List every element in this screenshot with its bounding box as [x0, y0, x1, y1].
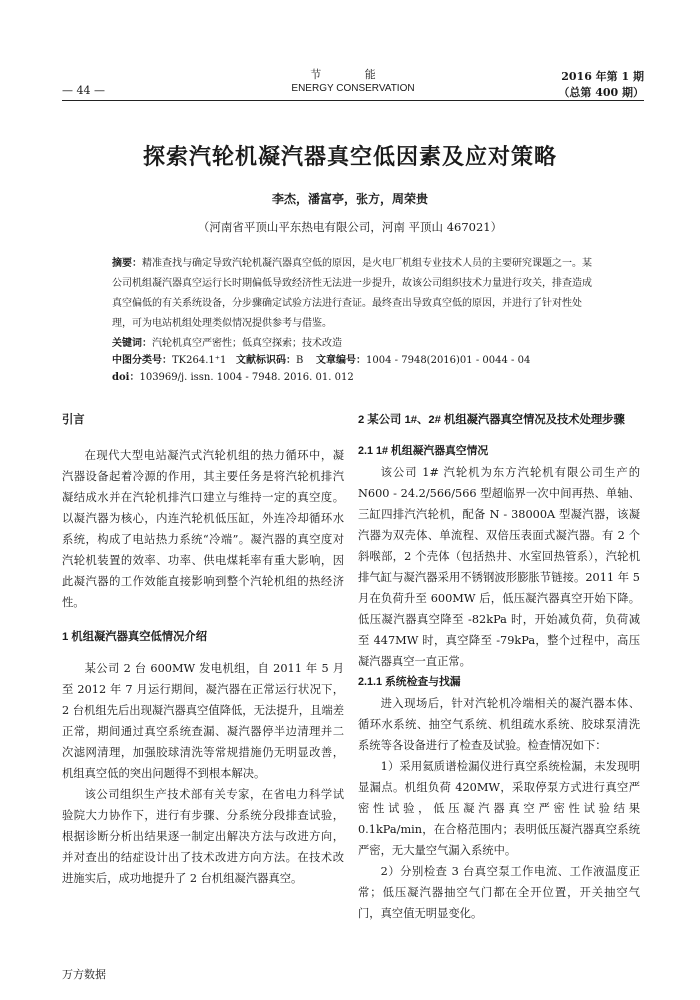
- keywords-line: [112, 335, 592, 352]
- doc-code-value: B: [295, 355, 304, 366]
- doi-label: doi：: [112, 372, 140, 383]
- abstract-label: 摘要：: [112, 258, 142, 269]
- intro-heading: 引言: [62, 414, 85, 426]
- issue-total: （总第 400 期）: [558, 86, 644, 99]
- doi-value: 103969/j. issn. 1004 - 7948. 2016. 01. 012: [139, 372, 354, 383]
- right-column: [358, 410, 640, 924]
- subsection-2-1-paragraph: 该公司 1# 汽轮机为东方汽轮机有限公司生产的 N600 - 24.2/566/566 型超临界一次中间再热、单轴、三缸四排汽汽轮机，配备 N - 38000A 型凝汽器，该凝汽器为双壳体、单流程、双倍压表面式凝汽器。有 2 个斜喉部，2 个壳体（包括热井、水室回热管系），汽轮机排气缸与凝汽器采用不锈钢波形膨胀节链接。2011 年 5 月在负荷升至 600MW 后，低压凝汽器真空开始下降。低压凝汽器真空降至 -82kPa 时，开始减负荷，负荷减至 447MW 时，真空降至 -79kPa，整个过程中，高压凝汽器真空一直正常。: [358, 466, 640, 668]
- keywords-label: 关键词：: [112, 338, 152, 349]
- page-header: [62, 66, 644, 106]
- clc-label: 中图分类号：: [112, 355, 172, 366]
- journal-name-en: ENERGY CONSERVATION: [291, 83, 415, 94]
- doc-code-label: 文献标识码：: [235, 355, 296, 366]
- header-rule: [62, 100, 644, 101]
- subsection-2-1-heading: 2.1 1# 机组凝汽器真空情况: [358, 445, 489, 457]
- issue-year: 2016 年第 1 期: [561, 70, 644, 83]
- subsection-2-1-1-paragraph-1: 进入现场后，针对汽轮机冷端相关的凝汽器本体、循环水系统、抽空气系统、机组疏水系统、胶球泵清洗系统等各设备进行了检查及试验。检查情况如下：: [358, 697, 640, 752]
- article-authors: 李杰，潘富亭，张方，周荣贵: [271, 192, 428, 206]
- section-1-paragraph-2: 该公司组织生产技术部有关专家，在省电力科学试验院大力协作下，进行有步骤、分系统分段排查试验，根据诊断分析出结果逐一制定出解决方法与改进方向，并对查出的结症设计出了技术改进方向方法。在技术改进施实后，成功地提升了 2 台机组凝汽器真空。: [62, 788, 344, 885]
- abstract: [112, 254, 592, 334]
- section-1-paragraph-1: 某公司 2 台 600MW 发电机组，自 2011 年 5 月至 2012 年 7 月运行期间，凝汽器在正常运行状况下，2 台机组先后出现凝汽器真空值降低，无法提升，且端差正常，期间通过真空系统查漏、凝汽器停半边清理并二次滤网清理，加强胶球清洗等常规措施仍无明显改善，机组真空低的突出问题得不到根本解决。: [62, 662, 344, 780]
- keywords-text: 汽轮机真空严密性；低真空探索；技术改造: [152, 338, 342, 349]
- page-number: — 44 —: [62, 84, 105, 97]
- article-no-label: 文章编号：: [316, 355, 367, 366]
- clc-value: TK264.1⁺1: [172, 355, 227, 366]
- doi-line: [112, 369, 592, 386]
- classification-line: [112, 352, 592, 369]
- subsection-2-1-1-paragraph-2: 1）采用氦质谱检漏仪进行真空系统检漏，未发现明显漏点。机组负荷 420MW，采取停泵方式进行真空严密性试验，低压凝汽器真空严密性试验结果 0.1kPa/min，在合格范围内；表明低压凝汽器真空系统严密，无大量空气漏入系统中。: [358, 760, 640, 857]
- journal-name-cn: 节 能: [310, 68, 396, 81]
- article-title: 探索汽轮机凝汽器真空低因素及应对策略: [142, 144, 557, 170]
- article-no-value: 1004 - 7948(2016)01 - 0044 - 04: [366, 355, 531, 366]
- subsection-2-1-1-paragraph-3: 2）分别检查 3 台真空泵工作电流、工作液温度正常；低压凝汽器抽空气门都在全开位置，开关抽空气门，真空值无明显变化。: [358, 865, 640, 920]
- intro-paragraph: 在现代大型电站凝汽式汽轮机组的热力循环中，凝汽器设备起着冷源的作用，其主要任务是将汽轮机排汽凝结成水并在汽轮机排汽口建立与维持一定的真空度。以凝汽器为核心，内连汽轮机低压缸，外连冷却循环水系统，构成了电站热力系统“冷端”。凝汽器的真空度对汽轮机装置的效率、功率、供电煤耗率有重大影响，因此凝汽器的工作效能直接影响到整个汽轮机组的热经济性。: [62, 449, 344, 609]
- abstract-text: 精准查找与确定导致汽轮机凝汽器真空低的原因，是火电厂机组专业技术人员的主要研究课题之一。某公司机组凝汽器真空运行长时期偏低导致经济性无法进一步提升，故该公司组织技术力量进行攻关，排查造成真空偏低的有关系统设备，分步骤确定试验方法进行查证。最终查出导致真空低的原因，并进行了针对性处理，可为电站机组处理类似情况提供参考与借鉴。: [112, 258, 592, 329]
- section-2-heading: 2 某公司 1#、2# 机组凝汽器真空情况及技术处理步骤: [358, 414, 625, 426]
- section-1-heading: 1 机组凝汽器真空低情况介绍: [62, 631, 207, 643]
- footer-source: 万方数据: [62, 969, 106, 981]
- left-column: [62, 410, 344, 889]
- article-affiliation: （河南省平顶山平东热电有限公司，河南 平顶山 467021）: [197, 220, 503, 234]
- subsection-2-1-1-heading: 2.1.1 系统检查与找漏: [358, 676, 461, 688]
